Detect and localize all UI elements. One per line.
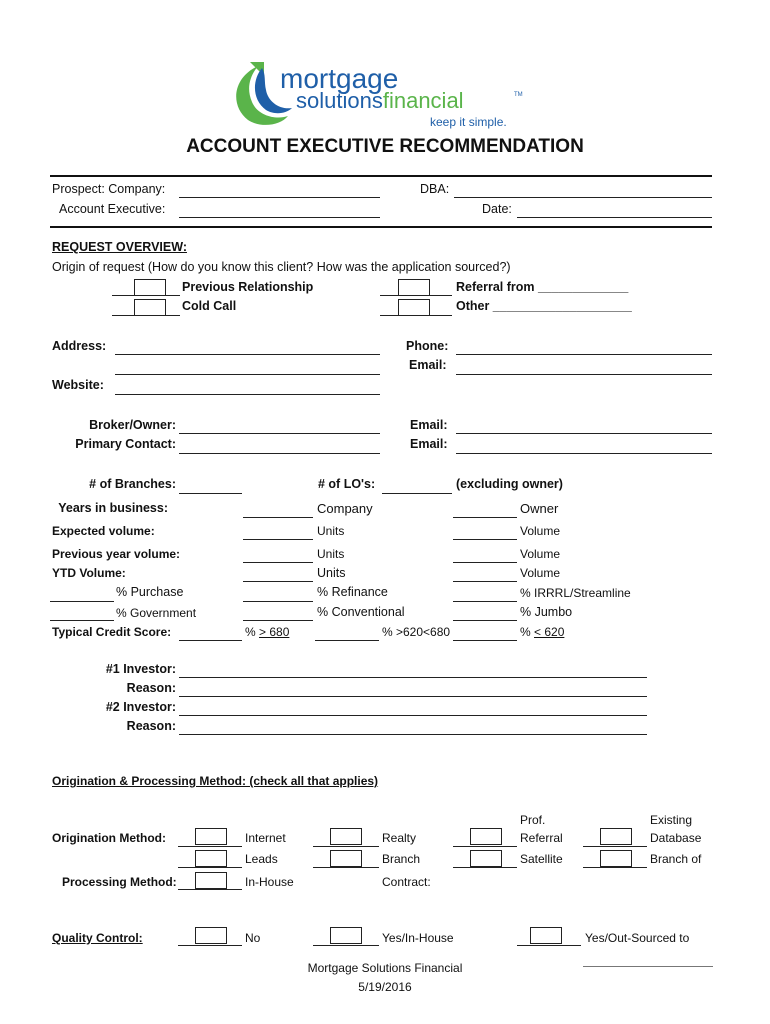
refinance-field[interactable]: [243, 601, 313, 602]
government-field[interactable]: [50, 620, 114, 621]
irrrl-field[interactable]: [453, 601, 517, 602]
address-label: Address:: [52, 339, 107, 353]
previous-relationship-label: Previous Relationship: [182, 280, 314, 294]
method-heading: Origination & Processing Method: (check all that applies): [52, 774, 379, 788]
existing-label: Existing: [650, 813, 693, 827]
expected-volume-field[interactable]: [453, 539, 517, 540]
pct-le-620-label: [520, 625, 564, 640]
date-field[interactable]: [517, 217, 712, 218]
qc-in-house-checkbox[interactable]: [330, 927, 362, 944]
internet-label: Internet: [245, 831, 286, 845]
primary-email-field[interactable]: [456, 453, 712, 454]
branch-of-label: Branch of: [650, 852, 702, 866]
previous-relationship-line: [112, 295, 180, 296]
page-title: ACCOUNT EXECUTIVE RECOMMENDATION: [186, 136, 584, 157]
branch-label: Branch: [382, 852, 421, 866]
dba-field[interactable]: [454, 197, 712, 198]
existing-database-line: [583, 846, 647, 847]
satellite-line: [453, 867, 517, 868]
header-rule: [50, 226, 712, 228]
investor1-label: #1 Investor:: [105, 662, 176, 676]
previous-relationship-checkbox[interactable]: [134, 279, 166, 296]
realty-checkbox[interactable]: [330, 828, 362, 845]
prospect-company-label: Prospect: Company:: [52, 182, 166, 196]
prof-referral-checkbox[interactable]: [470, 828, 502, 845]
ytd-volume-label: YTD Volume:: [52, 566, 126, 580]
leads-checkbox[interactable]: [195, 850, 227, 867]
realty-line: [313, 846, 379, 847]
score-620-680-field[interactable]: [315, 640, 379, 641]
logo-word-financial: financial: [382, 88, 464, 113]
other-label[interactable]: Other ____________________: [456, 299, 632, 313]
website-label: Website:: [52, 378, 104, 392]
cold-call-checkbox[interactable]: [134, 299, 166, 316]
le-620-value: < 620: [534, 625, 565, 639]
realty-label: Realty: [382, 831, 417, 845]
prof-label: Prof.: [520, 813, 546, 827]
broker-email-field[interactable]: [456, 433, 712, 434]
other-line: [380, 315, 452, 316]
investor2-reason-label: Reason:: [126, 719, 176, 733]
previous-year-volume-label: Previous year volume:: [52, 547, 181, 561]
in-house-checkbox[interactable]: [195, 872, 227, 889]
leads-line: [178, 867, 242, 868]
company-logo: [228, 58, 538, 130]
origin-question: Origin of request (How do you know this client? How was the application sourced?): [52, 260, 511, 274]
investor1-reason-label: Reason:: [126, 681, 176, 695]
primary-contact-label: Primary Contact:: [75, 437, 176, 451]
email-field[interactable]: [456, 374, 712, 375]
referral-label: Referral: [520, 831, 563, 845]
los-field[interactable]: [382, 493, 452, 494]
typical-credit-score-label: Typical Credit Score:: [52, 625, 172, 639]
quality-control-label: Quality Control:: [52, 931, 143, 945]
years-in-business-label: Years in business:: [58, 501, 168, 515]
qc-out-sourced-label: Yes/Out-Sourced to: [585, 931, 690, 945]
expected-volume-unit-label: Volume: [520, 524, 561, 538]
conventional-field[interactable]: [243, 620, 313, 621]
excluding-owner-label: (excluding owner): [456, 477, 563, 491]
referral-from-label[interactable]: Referral from _____________: [456, 280, 629, 294]
account-executive-label: Account Executive:: [59, 202, 166, 216]
years-company-field[interactable]: [243, 517, 313, 518]
logo-trademark: TM: [514, 92, 523, 98]
ytd-volume-field[interactable]: [453, 581, 517, 582]
email-label: Email:: [409, 358, 447, 372]
date-label: Date:: [482, 202, 512, 216]
ytd-volume-unit-label: Volume: [520, 566, 561, 580]
dba-label: DBA:: [420, 182, 450, 196]
investor1-field[interactable]: [179, 677, 647, 678]
contract-label: Contract:: [382, 875, 431, 889]
investor2-reason-field[interactable]: [179, 734, 647, 735]
pct-government-label: % Government: [116, 606, 197, 620]
expected-volume-label: Expected volume:: [52, 524, 155, 538]
origination-method-label: Origination Method:: [52, 831, 166, 845]
qc-no-checkbox[interactable]: [195, 927, 227, 944]
processing-method-label: Processing Method:: [62, 875, 177, 889]
pct-purchase-label: % Purchase: [116, 585, 184, 599]
cold-call-line: [112, 315, 180, 316]
cold-call-label: Cold Call: [182, 299, 237, 313]
logo-word-mortgage: mortgage: [280, 63, 399, 94]
qc-in-house-line: [313, 945, 379, 946]
request-overview-heading: REQUEST OVERVIEW:: [52, 240, 187, 254]
primary-contact-field[interactable]: [179, 453, 380, 454]
ytd-units-label: Units: [317, 566, 346, 580]
pct-jumbo-label: % Jumbo: [520, 605, 573, 619]
prospect-company-field[interactable]: [179, 197, 380, 198]
in-house-line: [178, 889, 242, 890]
previous-units-field[interactable]: [243, 562, 313, 563]
qc-in-house-label: Yes/In-House: [382, 931, 454, 945]
pct-conventional-label: % Conventional: [317, 605, 405, 619]
existing-database-checkbox[interactable]: [600, 828, 632, 845]
internet-checkbox[interactable]: [195, 828, 227, 845]
owner-label: Owner: [520, 501, 559, 516]
prof-referral-line: [453, 846, 517, 847]
investor2-field[interactable]: [179, 715, 647, 716]
phone-label: Phone:: [406, 339, 449, 353]
other-checkbox[interactable]: [398, 299, 430, 316]
investor1-reason-field[interactable]: [179, 696, 647, 697]
expected-units-field[interactable]: [243, 539, 313, 540]
footer-company: Mortgage Solutions Financial: [307, 961, 463, 975]
satellite-checkbox[interactable]: [470, 850, 502, 867]
branch-of-line: [583, 867, 647, 868]
referral-from-line: [380, 295, 452, 296]
score-680-field[interactable]: [179, 640, 242, 641]
los-label: # of LO's:: [318, 477, 376, 491]
internet-line: [178, 846, 242, 847]
account-executive-field[interactable]: [179, 217, 380, 218]
expected-units-label: Units: [317, 524, 345, 538]
previous-volume-unit-label: Volume: [520, 547, 561, 561]
logo-graphic: [228, 58, 538, 130]
pct-620-680-label: % >620<680: [382, 625, 451, 639]
in-house-label: In-House: [245, 875, 294, 889]
logo-word-solutions: solutions: [296, 88, 383, 113]
broker-owner-field[interactable]: [179, 433, 380, 434]
previous-volume-field[interactable]: [453, 562, 517, 563]
qc-out-sourced-checkbox[interactable]: [530, 927, 562, 944]
pct-ge-prefix: %: [245, 625, 260, 639]
primary-email-label: Email:: [410, 437, 448, 451]
broker-email-label: Email:: [410, 418, 448, 432]
broker-owner-label: Broker/Owner:: [89, 418, 176, 432]
qc-out-sourced-line: [517, 945, 581, 946]
branch-of-checkbox[interactable]: [600, 850, 632, 867]
logo-tagline: keep it simple.: [430, 115, 507, 129]
ytd-units-field[interactable]: [243, 581, 313, 582]
pct-refinance-label: % Refinance: [317, 585, 388, 599]
branches-field[interactable]: [179, 493, 242, 494]
address-field-1[interactable]: [115, 354, 380, 355]
title-rule: [50, 175, 712, 177]
jumbo-field[interactable]: [453, 620, 517, 621]
svg-text:solutionsfinancial: [296, 88, 464, 113]
leads-label: Leads: [245, 852, 278, 866]
phone-field[interactable]: [456, 354, 712, 355]
purchase-field[interactable]: [50, 601, 114, 602]
years-owner-field[interactable]: [453, 517, 517, 518]
database-label: Database: [650, 831, 702, 845]
footer-date: 5/19/2016: [358, 980, 412, 994]
score-620-field[interactable]: [453, 640, 517, 641]
website-field[interactable]: [115, 394, 380, 395]
qc-no-line: [178, 945, 242, 946]
pct-irrrl-label: % IRRRL/Streamline: [520, 586, 631, 600]
referral-from-checkbox[interactable]: [398, 279, 430, 296]
branch-line: [313, 867, 379, 868]
branches-label: # of Branches:: [89, 477, 176, 491]
company-label: Company: [317, 501, 373, 516]
qc-no-label: No: [245, 931, 261, 945]
investor2-label: #2 Investor:: [105, 700, 176, 714]
pct-ge-680-label: [245, 625, 289, 640]
branch-checkbox[interactable]: [330, 850, 362, 867]
pct-le-prefix: %: [520, 625, 535, 639]
ge-680-value: > 680: [259, 625, 290, 639]
previous-units-label: Units: [317, 547, 345, 561]
address-field-2[interactable]: [115, 374, 380, 375]
satellite-label: Satellite: [520, 852, 563, 866]
